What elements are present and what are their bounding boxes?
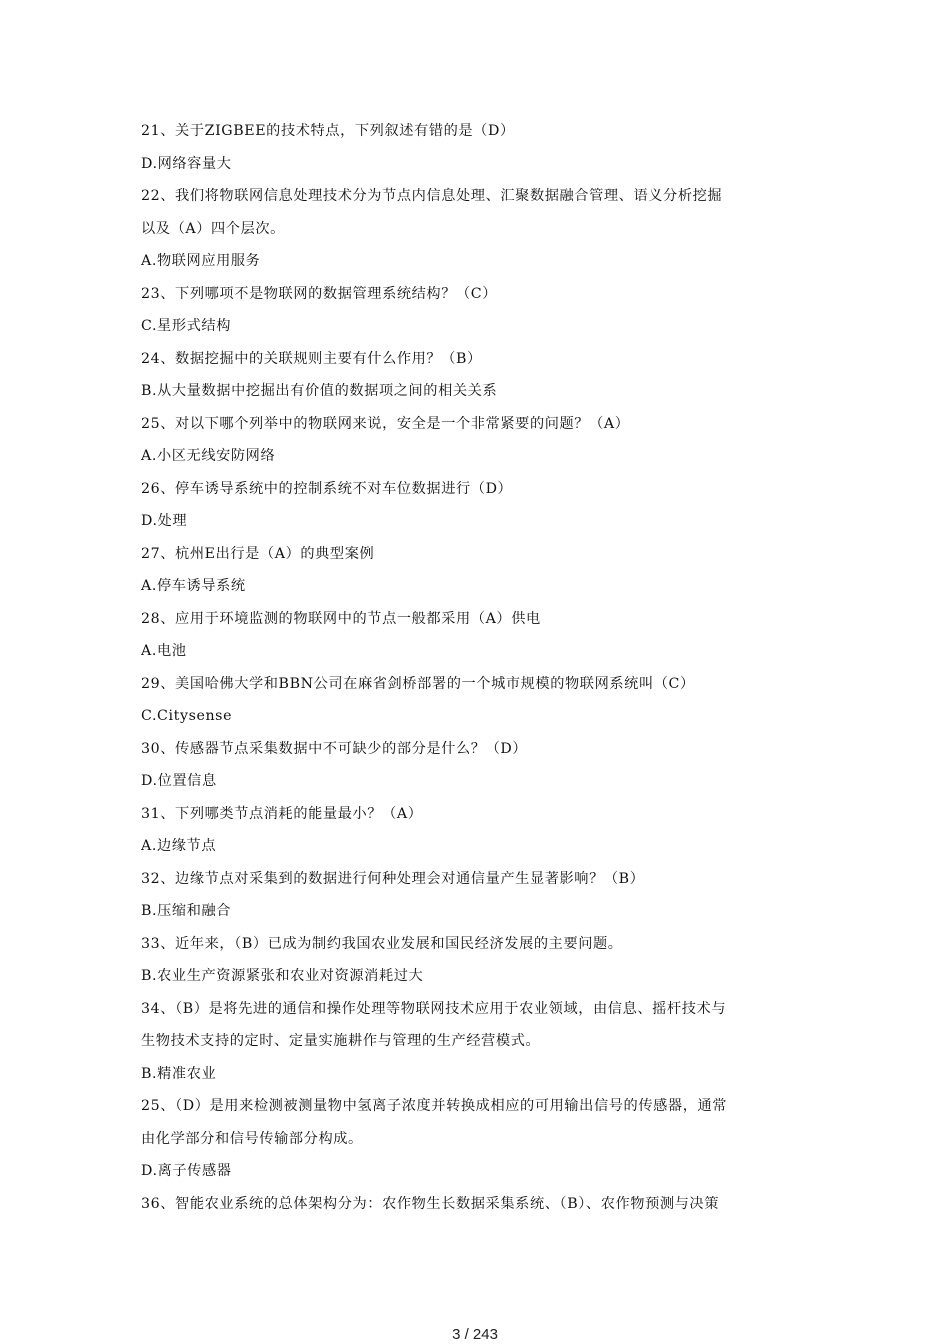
- text-line: 26、停车诱导系统中的控制系统不对车位数据进行（D）: [141, 480, 513, 497]
- text-line: D.位置信息: [141, 773, 217, 789]
- text-line: A.小区无线安防网络: [141, 448, 276, 464]
- text-line: 32、边缘节点对采集到的数据进行何种处理会对通信量产生显著影响？（B）: [141, 870, 645, 887]
- text-line: 23、下列哪项不是物联网的数据管理系统结构？（C）: [141, 285, 498, 302]
- text-line: A.停车诱导系统: [141, 578, 246, 594]
- text-line: A.电池: [141, 643, 187, 659]
- text-line: 31、下列哪类节点消耗的能量最小？（A）: [141, 805, 423, 822]
- text-line: 由化学部分和信号传输部分构成。: [141, 1130, 363, 1147]
- text-line: B.精准农业: [141, 1065, 217, 1082]
- text-line: 25、（D）是用来检测被测量物中氢离子浓度并转换成相应的可用输出信号的传感器，通常: [141, 1098, 728, 1114]
- text-line: 25、对以下哪个列举中的物联网来说，安全是一个非常紧要的问题？（A）: [141, 415, 630, 432]
- text-line: 30、传感器节点采集数据中不可缺少的部分是什么？（D）: [141, 740, 528, 757]
- text-line: 22、我们将物联网信息处理技术分为节点内信息处理、汇聚数据融合管理、语义分析挖掘: [141, 188, 723, 204]
- text-line: A.边缘节点: [141, 838, 217, 854]
- text-line: D.离子传感器: [141, 1163, 232, 1179]
- text-line: 34、（B）是将先进的通信和操作处理等物联网技术应用于农业领域，由信息、摇杆技术与: [141, 1000, 727, 1017]
- question-list: [141, 115, 813, 1220]
- text-line: B.从大量数据中挖掘出有价值的数据项之间的相关关系: [141, 383, 498, 399]
- text-line: 29、美国哈佛大学和BBN公司在麻省剑桥部署的一个城市规模的物联网系统叫（C）: [141, 675, 695, 692]
- text-line: D.网络容量大: [141, 155, 232, 172]
- text-line: D.处理: [141, 513, 188, 529]
- text-line: 以及（A）四个层次。: [141, 220, 285, 237]
- text-line: 36、智能农业系统的总体架构分为：农作物生长数据采集系统、（B）、农作物预测与决策: [141, 1195, 720, 1212]
- text-line: 生物技术支持的定时、定量实施耕作与管理的生产经营模式。: [141, 1033, 541, 1049]
- text-line: 27、杭州E出行是（A）的典型案例: [141, 545, 375, 562]
- text-line: A.物联网应用服务: [141, 253, 261, 269]
- text-line: C.星形式结构: [141, 318, 231, 334]
- text-line: 33、近年来，（B）已成为制约我国农业发展和国民经济发展的主要问题。: [141, 935, 623, 952]
- page-number: 3 / 243: [452, 1326, 498, 1343]
- text-line: 24、数据挖掘中的关联规则主要有什么作用？（B）: [141, 350, 482, 367]
- text-line: B.压缩和融合: [141, 903, 232, 919]
- text-line: B.农业生产资源紧张和农业对资源消耗过大: [141, 968, 424, 984]
- text-line: 21、关于ZIGBEE的技术特点，下列叙述有错的是（D）: [141, 123, 515, 139]
- text-line: C.Citysense: [141, 708, 233, 724]
- text-line: 28、应用于环境监测的物联网中的节点一般都采用（A）供电: [141, 610, 541, 627]
